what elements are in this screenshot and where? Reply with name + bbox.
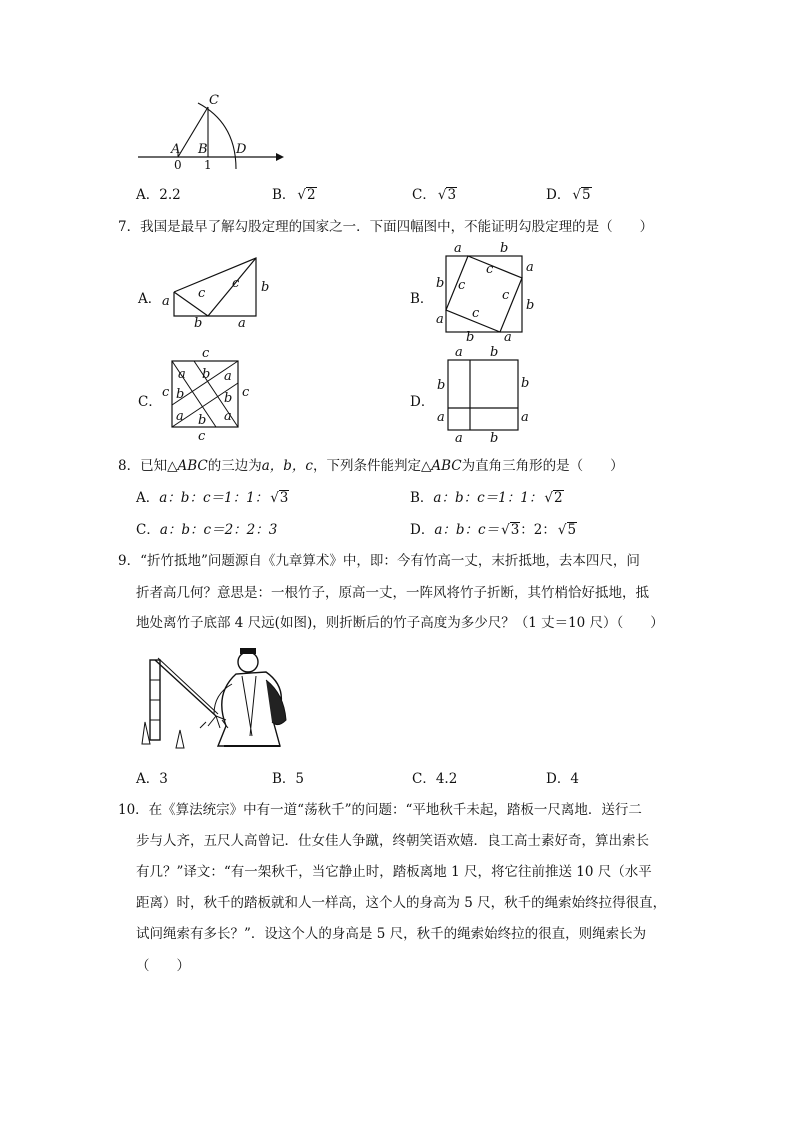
- q9-line-3: 地处离竹子底部 4 尺远(如图)，则折断后的竹子高度为多少尺？（1 丈＝10 尺）（ ）: [136, 615, 664, 631]
- q8-option-b[interactable]: B．a：b：c＝1：1： √2: [410, 490, 563, 506]
- q10-line-2: 步与人齐，五尺人高曾记．仕女佳人争蹴，终朝笑语欢嬉．良工高士素好奇，算出索长: [136, 833, 649, 849]
- q9-option-b[interactable]: B．5: [272, 771, 305, 787]
- tick-zero-label: 0: [174, 158, 182, 172]
- q8-option-a[interactable]: A．a：b：c＝1：1： √3: [136, 490, 289, 506]
- q9-option-a[interactable]: A．3: [136, 771, 168, 787]
- q6-option-b[interactable]: B． √2: [272, 187, 316, 203]
- q6-option-a[interactable]: A．2.2: [136, 187, 181, 203]
- point-c-label: C: [209, 93, 219, 108]
- q6-figure: [136, 95, 286, 175]
- q7-option-b-label[interactable]: B．: [410, 291, 434, 307]
- q10-line-3: 有几？”译文：“有一架秋千，当它静止时，踏板离地 1 尺，将它往前推送 10 尺（水平: [136, 864, 652, 880]
- q7-figure-d: a b b a b a a b: [437, 345, 530, 446]
- q8-option-c[interactable]: C．a：b：c＝2：2：3: [136, 522, 278, 538]
- q8-option-d[interactable]: D．a：b：c＝ √3：2： √5: [410, 522, 577, 538]
- q7-option-d-label[interactable]: D．: [410, 394, 435, 410]
- tick-one-label: 1: [204, 158, 212, 172]
- q7-option-a-label[interactable]: A．: [138, 291, 162, 307]
- q10-line-5: 试问绳索有多长？”．设这个人的身高是 5 尺，秋千的绳索始终拉的很直，则绳索长为: [136, 926, 647, 942]
- q8-stem: 8．已知△ABC的三边为a，b，c，下列条件能判定△ABC为直角三角形的是（ ）: [118, 458, 624, 474]
- q9-line-1: 9．“折竹抵地”问题源自《九章算术》中，即：今有竹高一丈，末折抵地，去本四尺，问: [118, 553, 640, 569]
- q10-line-4: 距离）时，秋千的踏板就和人一样高，这个人的身高为 5 尺，秋千的绳索始终拉得很直，: [136, 895, 667, 911]
- point-a-label: A: [171, 142, 181, 157]
- q9-line-2: 折者高几何？意思是：一根竹子，原高一丈，一阵风将竹子折断，其竹梢恰好抵地，抵: [136, 585, 649, 601]
- q7-option-c-label[interactable]: C．: [138, 394, 162, 410]
- point-d-label: D: [236, 142, 247, 157]
- q6-option-d[interactable]: D． √5: [546, 187, 591, 203]
- q9-option-d[interactable]: D．4: [546, 771, 579, 787]
- point-b-label: B: [198, 142, 208, 157]
- q10-line-1: 10．在《算法统宗》中有一道“荡秋千”的问题：“平地秋千未起，踏板一尺离地．送行二: [118, 802, 642, 818]
- q7-figure-a: a b a b c c: [158, 250, 278, 335]
- q9-option-c[interactable]: C．4.2: [412, 771, 458, 787]
- q6-option-c[interactable]: C． √3: [412, 187, 457, 203]
- bamboo-scholar-image: [136, 640, 296, 756]
- q9-illustration: [136, 640, 296, 756]
- q7-figure-b: a b a b b a b a c c c c: [436, 241, 535, 345]
- q7-figure-c: c c c c a b a b b a b a: [162, 346, 250, 444]
- q7-stem: 7．我国是最早了解勾股定理的国家之一．下面四幅图中，不能证明勾股定理的是（ ）: [118, 219, 654, 235]
- q10-line-6: （ ）: [136, 958, 190, 974]
